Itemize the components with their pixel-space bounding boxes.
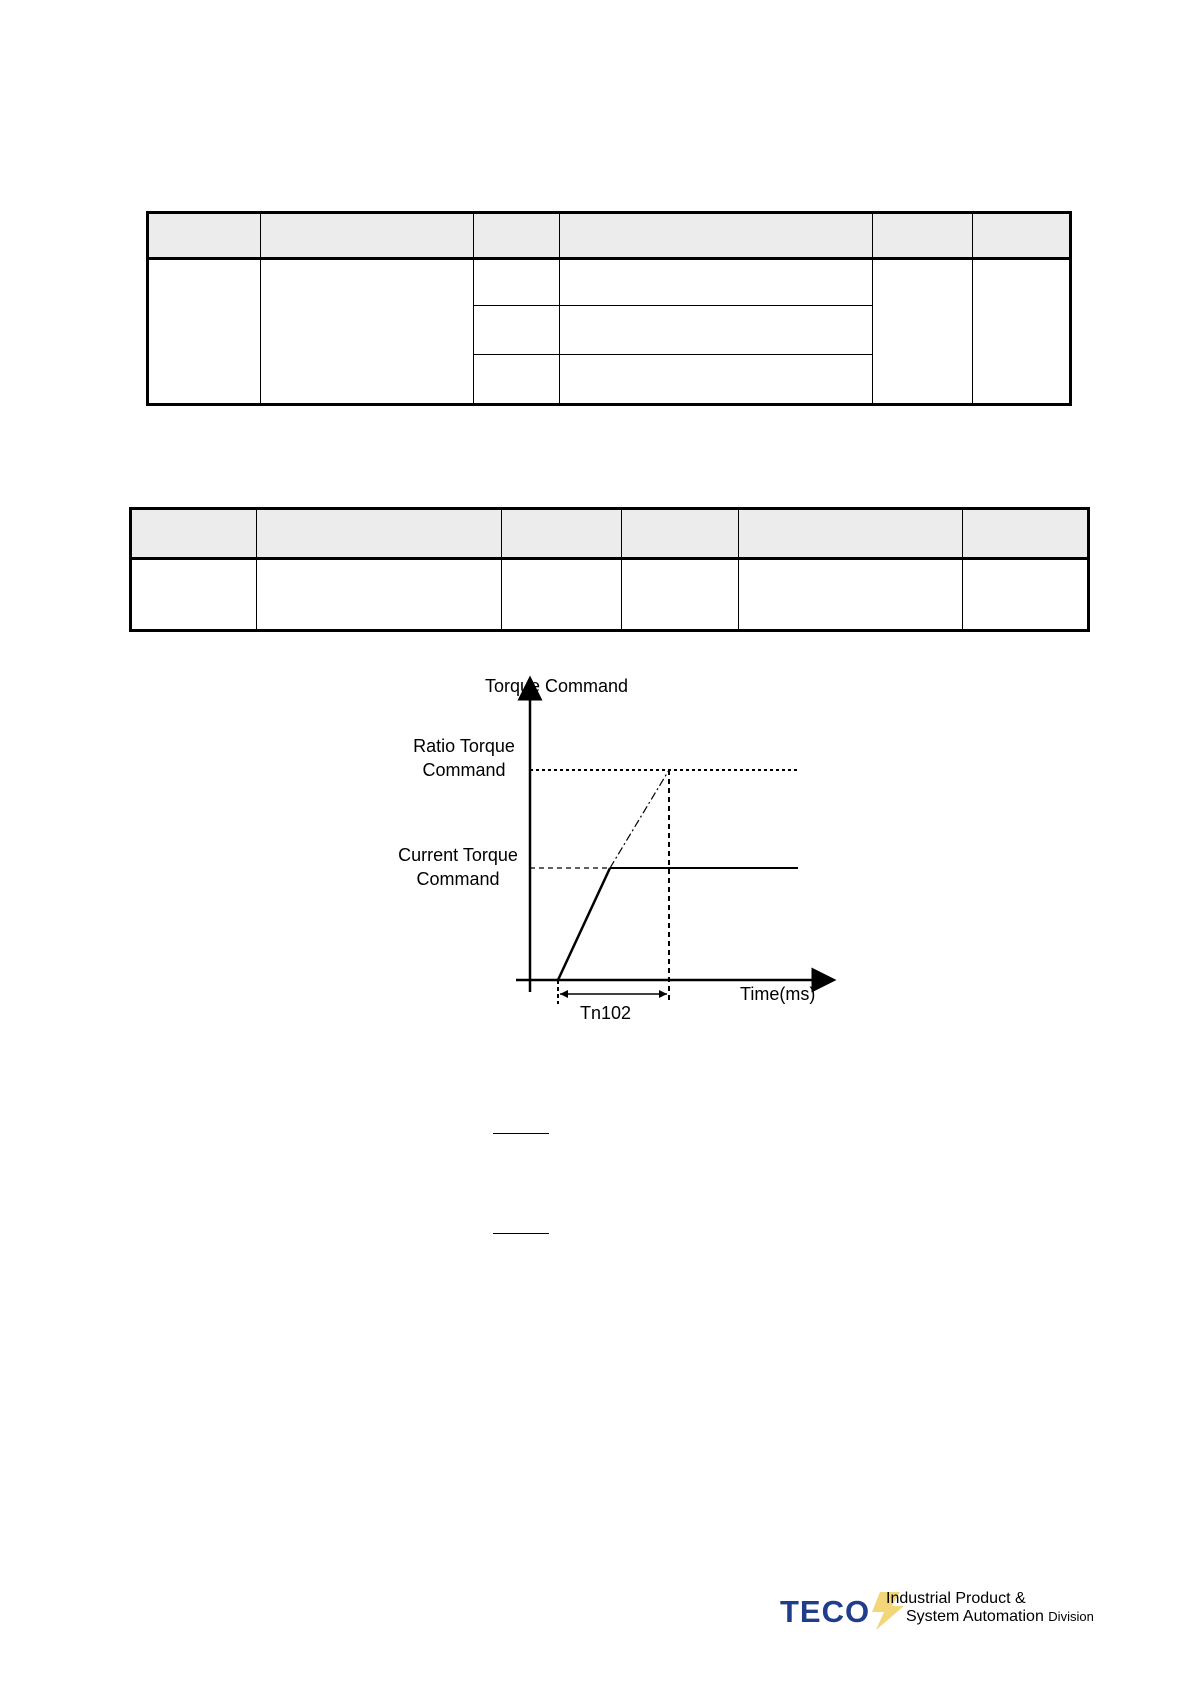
table2-header-row <box>131 509 1089 559</box>
table2-header-cell <box>963 509 1089 559</box>
table2-header-cell <box>501 509 622 559</box>
y-axis-title: Torque Command <box>485 676 629 696</box>
table1-cell <box>473 355 559 405</box>
table2-cell <box>739 559 963 631</box>
table1-cell <box>559 355 872 405</box>
table1-header-cell <box>973 213 1071 259</box>
table2-header-cell <box>131 509 257 559</box>
tn102-arrow-right <box>659 990 667 998</box>
torque-ramp-projected <box>610 770 669 868</box>
table1-cell <box>473 306 559 355</box>
logo-line2-main: System Automation <box>906 1608 1044 1625</box>
table2-cell <box>256 559 501 631</box>
table-row <box>148 259 1071 306</box>
torque-command-diagram <box>380 668 860 1028</box>
fraction-line <box>493 1133 549 1134</box>
table2-header-cell <box>256 509 501 559</box>
table1-cell <box>872 259 973 405</box>
table1-cell <box>148 259 261 405</box>
table2-cell <box>963 559 1089 631</box>
table2-cell <box>501 559 622 631</box>
table1-header-cell <box>148 213 261 259</box>
table1-header-row <box>148 213 1071 259</box>
table2-header-cell <box>622 509 739 559</box>
table-row <box>131 559 1089 631</box>
table1-header-cell <box>473 213 559 259</box>
torque-ramp-solid <box>558 868 610 980</box>
tn102-label: Tn102 <box>580 1003 632 1023</box>
table2-header-cell <box>739 509 963 559</box>
current-torque-label-line1: Current Torque <box>398 845 518 865</box>
table2-cell <box>131 559 257 631</box>
table1-cell <box>559 306 872 355</box>
table1-cell <box>973 259 1071 405</box>
table1-header-cell <box>559 213 872 259</box>
table1-header-cell <box>872 213 973 259</box>
ratio-torque-label-line2: Command <box>422 760 506 780</box>
current-torque-label-line2: Command <box>416 869 500 889</box>
x-axis-title: Time(ms) <box>740 984 816 1004</box>
parameter-table-2 <box>129 507 1090 632</box>
logo-line2-small: Division <box>1048 1609 1094 1624</box>
logo-brand: TECO <box>780 1594 871 1629</box>
table1-header-cell <box>260 213 473 259</box>
table2-cell <box>622 559 739 631</box>
logo-line1: Industrial Product & <box>886 1590 1026 1607</box>
table1-cell <box>559 259 872 306</box>
table1-cell <box>260 259 473 405</box>
fraction-line <box>493 1233 549 1234</box>
logo-line2 <box>906 1608 1094 1626</box>
tn102-arrow-left <box>560 990 568 998</box>
table1-cell <box>473 259 559 306</box>
teco-logo <box>780 1588 1100 1638</box>
parameter-table-1 <box>146 211 1072 406</box>
ratio-torque-label-line1: Ratio Torque <box>413 736 515 756</box>
